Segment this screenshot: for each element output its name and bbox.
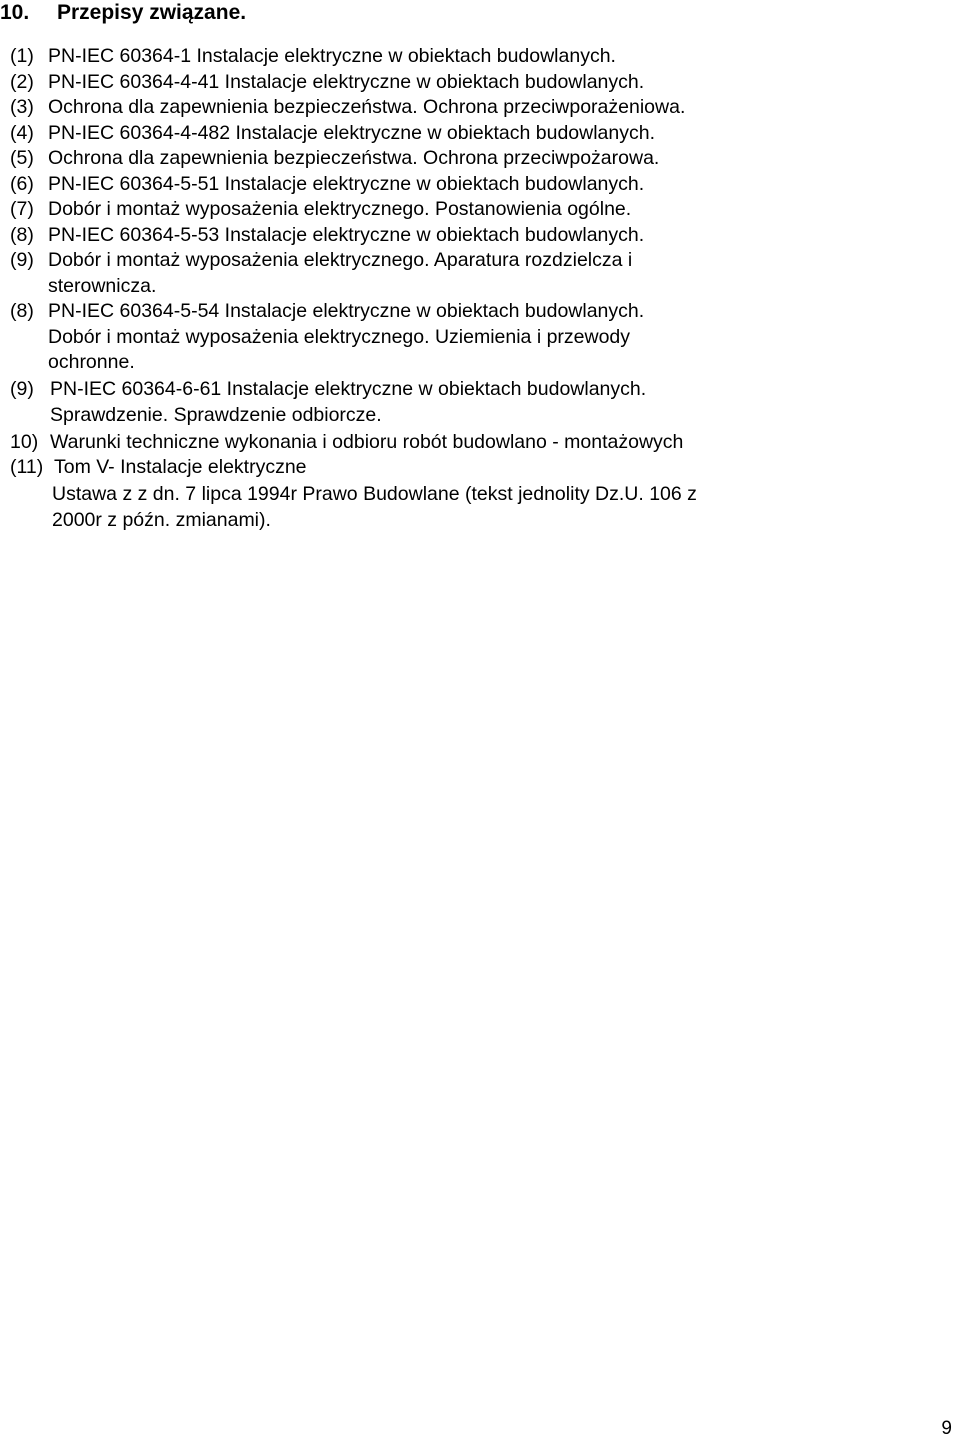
item-text: Warunki techniczne wykonania i odbioru robót budowlano - montażowych: [50, 430, 684, 453]
list-item-continuation: [10, 325, 940, 351]
list-item: [10, 197, 940, 223]
item-label: (3): [10, 96, 34, 118]
item-text: sterownicza.: [48, 274, 157, 297]
item-text: PN-IEC 60364-6-61 Instalacje elektryczne w obiektach budowlanych.: [50, 378, 647, 400]
item-text: ochronne.: [48, 351, 135, 373]
item-label: (1): [10, 45, 34, 67]
item-text: Dobór i montaż wyposażenia elektrycznego. Uziemienia i przewody: [48, 325, 631, 348]
list-item: [10, 44, 940, 70]
list-item: [10, 146, 940, 172]
item-text: Dobór i montaż wyposażenia elektrycznego. Postanowienia ogólne.: [48, 198, 632, 220]
item-text: Ochrona dla zapewnienia bezpieczeństwa. Ochrona przeciwpożarowa.: [48, 147, 660, 169]
list-item: [10, 299, 940, 325]
list-item: [10, 95, 940, 121]
item-text: Dobór i montaż wyposażenia elektrycznego. Aparatura rozdzielcza i: [48, 249, 633, 271]
item-text: Ochrona dla zapewnienia bezpieczeństwa. Ochrona przeciwporażeniowa.: [48, 96, 686, 118]
item-label: (8): [10, 300, 34, 322]
item-text: PN-IEC 60364-1 Instalacje elektryczne w obiektach budowlanych.: [48, 45, 616, 67]
list-item: [10, 377, 940, 403]
item-label: (6): [10, 172, 34, 195]
section-title: Przepisy związane.: [57, 1, 247, 24]
list-item-continuation: [10, 403, 940, 429]
item-label: (2): [10, 70, 34, 93]
item-label: 10): [10, 430, 39, 453]
list-item: [10, 430, 940, 456]
item-label: (4): [10, 121, 34, 144]
item-text: Ustawa z z dn. 7 lipca 1994r Prawo Budowlane (tekst jednolity Dz.U. 106 z: [52, 483, 697, 505]
section-number: 10.: [0, 1, 30, 24]
item-text: Sprawdzenie. Sprawdzenie odbiorcze.: [50, 403, 382, 426]
item-text: PN-IEC 60364-4-41 Instalacje elektryczne w obiektach budowlanych.: [48, 70, 645, 93]
list-item-continuation: [10, 482, 940, 508]
regulations-list: [10, 44, 940, 533]
item-text: PN-IEC 60364-5-53 Instalacje elektryczne w obiektach budowlanych.: [48, 223, 645, 246]
list-item: [10, 121, 940, 147]
list-item: [10, 172, 940, 198]
item-label: (5): [10, 147, 34, 169]
list-item: [10, 455, 940, 481]
item-text: PN-IEC 60364-5-51 Instalacje elektryczne w obiektach budowlanych.: [48, 172, 645, 195]
list-item-continuation: [10, 274, 940, 300]
item-label: (11): [10, 456, 44, 478]
list-item: [10, 223, 940, 249]
list-item-continuation: [10, 350, 940, 376]
item-label: (9): [10, 378, 34, 400]
item-label: (7): [10, 198, 34, 220]
page-number: 9: [941, 1418, 952, 1439]
list-item: [10, 248, 940, 274]
item-text: PN-IEC 60364-4-482 Instalacje elektryczne w obiektach budowlanych.: [48, 121, 655, 144]
list-item: [10, 70, 940, 96]
item-text: Tom V- Instalacje elektryczne: [54, 456, 307, 478]
item-label: (9): [10, 249, 34, 271]
section-heading: [0, 0, 246, 26]
item-label: (8): [10, 223, 34, 246]
list-item-continuation: [10, 508, 940, 534]
item-text: PN-IEC 60364-5-54 Instalacje elektryczne w obiektach budowlanych.: [48, 300, 645, 322]
item-text: 2000r z późn. zmianami).: [52, 508, 271, 531]
